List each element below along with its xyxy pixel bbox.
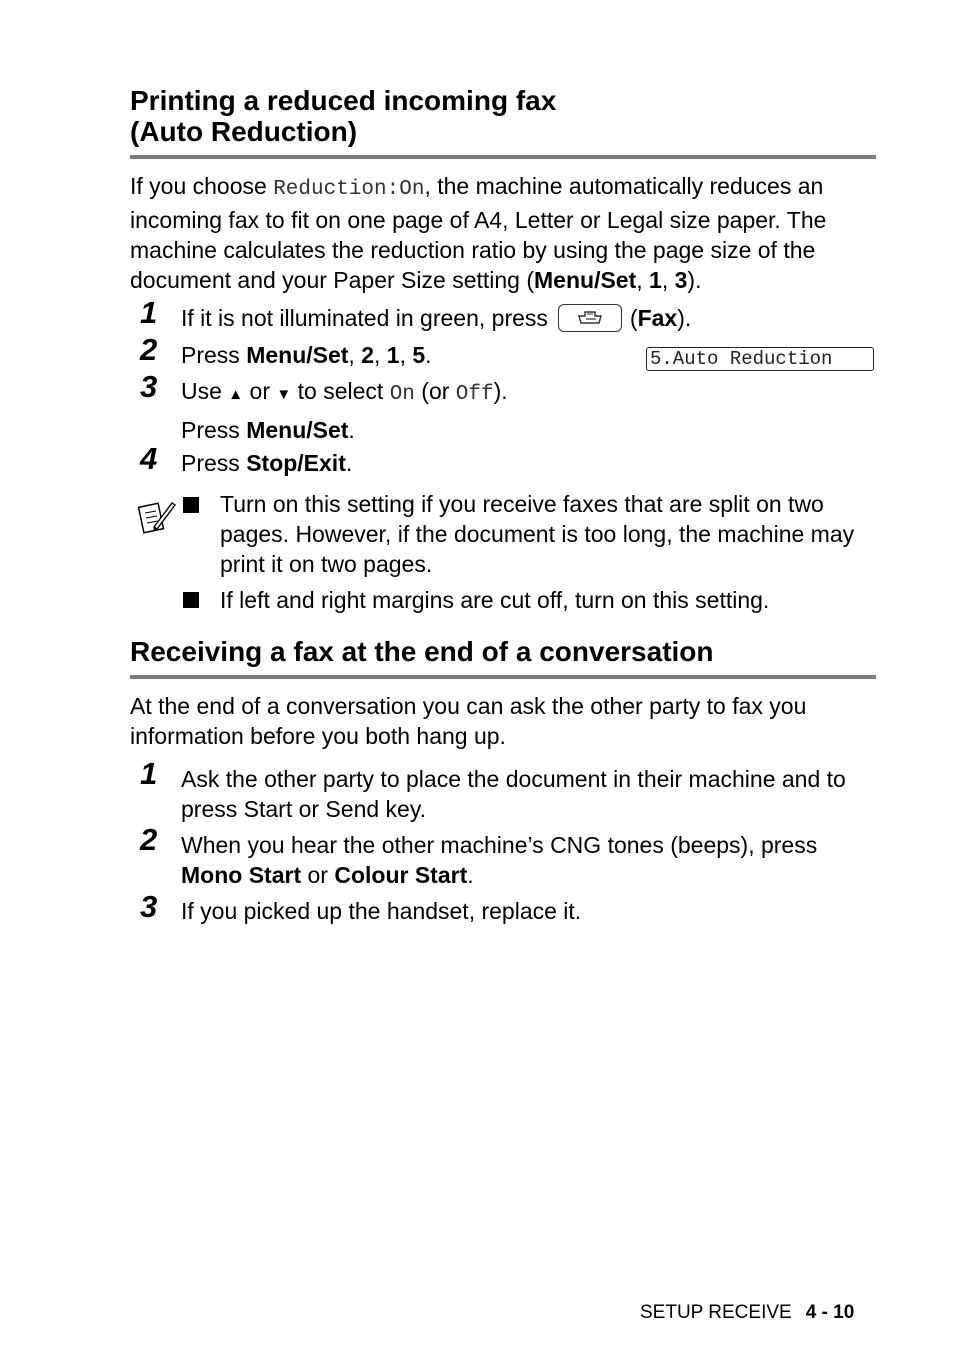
paren: ). xyxy=(677,305,692,331)
mono-start-key: Mono Start xyxy=(181,862,302,888)
fax-button-icon xyxy=(558,304,622,332)
footer-section: SETUP RECEIVE xyxy=(640,1302,792,1323)
section2-heading: Receiving a fax at the end of a conversation xyxy=(130,636,714,667)
note-pencil-icon xyxy=(136,497,178,537)
step-number: 4 xyxy=(140,441,158,476)
s2-step-3-text: If you picked up the handset, replace it. xyxy=(181,898,582,924)
step-number: 2 xyxy=(140,822,158,857)
intro-menu-key: Menu/Set xyxy=(534,267,637,293)
or-text: or xyxy=(243,378,277,404)
step-end: . xyxy=(348,417,355,443)
step-number: 3 xyxy=(140,369,158,404)
paren: ( xyxy=(629,305,638,331)
step-text: If it is not illuminated in green, press xyxy=(181,305,548,331)
page-number: 4 - 10 xyxy=(805,1302,855,1323)
bullet xyxy=(183,592,199,608)
paren: (or xyxy=(414,378,456,404)
lcd-display: 5.Auto Reduction xyxy=(646,347,874,371)
key-1: 1 xyxy=(386,342,400,368)
section2-intro: At the end of a conversation you can ask the other party to fax you information before you both hang up. xyxy=(130,693,807,749)
separator: , xyxy=(348,342,362,368)
separator: , xyxy=(661,267,675,293)
step-end: . xyxy=(345,450,353,476)
separator: , xyxy=(399,342,413,368)
step-text: Press xyxy=(181,342,247,368)
menu-set-key: Menu/Set xyxy=(246,417,349,443)
step-number: 3 xyxy=(140,889,158,924)
step-text: Use xyxy=(181,378,229,404)
note-text-2: If left and right margins are cut off, turn on this setting. xyxy=(220,587,770,613)
colour-start-key: Colour Start xyxy=(334,862,468,888)
step-end: . xyxy=(467,862,474,888)
separator: , xyxy=(636,267,650,293)
up-arrow-icon: ▲ xyxy=(228,386,244,403)
step-text: When you hear the other machine’s CNG tones (beeps), press xyxy=(181,832,818,858)
bullet xyxy=(183,497,199,513)
intro-text-2: , the machine automatically reduces an incoming fax to fit on one page of A4, Letter or Legal size paper. The machine calculates the reduction ratio by using the page size of the document and your Paper Size setting ( xyxy=(130,173,827,293)
step-number: 2 xyxy=(140,332,158,367)
section1-rule xyxy=(130,155,876,159)
section1-heading-line1: Printing a reduced incoming fax xyxy=(130,85,557,116)
stop-exit-key: Stop/Exit xyxy=(246,450,346,476)
separator: , xyxy=(374,342,387,368)
s2-step-2-text xyxy=(181,830,881,890)
step-2-text xyxy=(181,340,432,370)
intro-key-3: 3 xyxy=(674,267,688,293)
paren: ). xyxy=(493,378,508,404)
step-end: . xyxy=(425,342,432,368)
intro-end: ). xyxy=(687,267,702,293)
key-2: 2 xyxy=(361,342,374,368)
note-text-1: Turn on this setting if you receive faxes that are split on two pages. However, if the document is too long, the machine may print it on two pages. xyxy=(220,491,855,577)
section1-heading-line2: (Auto Reduction) xyxy=(130,116,358,147)
step-number: 1 xyxy=(140,295,158,330)
step-4-text xyxy=(181,448,352,478)
option-on: On xyxy=(389,383,415,406)
or-text: or xyxy=(301,862,335,888)
step-text: Press xyxy=(181,450,247,476)
step-3-text xyxy=(181,376,508,445)
section2-rule xyxy=(130,675,876,679)
step-text: to select xyxy=(291,378,390,404)
s2-step-1-text: Ask the other party to place the document in their machine and to press Start or Send key. xyxy=(181,766,846,822)
down-arrow-icon: ▼ xyxy=(276,386,292,403)
menu-set-key: Menu/Set xyxy=(246,342,349,368)
step-text: Press xyxy=(181,417,247,443)
step-1-text xyxy=(181,303,691,334)
page-footer xyxy=(640,1302,854,1324)
section1-intro xyxy=(130,171,880,295)
section1-heading xyxy=(130,85,556,147)
fax-key-label: Fax xyxy=(637,305,678,331)
step-number: 1 xyxy=(140,756,158,791)
intro-key-1: 1 xyxy=(649,267,662,293)
option-off: Off xyxy=(455,383,494,406)
intro-code: Reduction:On xyxy=(273,178,425,201)
intro-text: If you choose xyxy=(130,173,274,199)
key-5: 5 xyxy=(412,342,426,368)
